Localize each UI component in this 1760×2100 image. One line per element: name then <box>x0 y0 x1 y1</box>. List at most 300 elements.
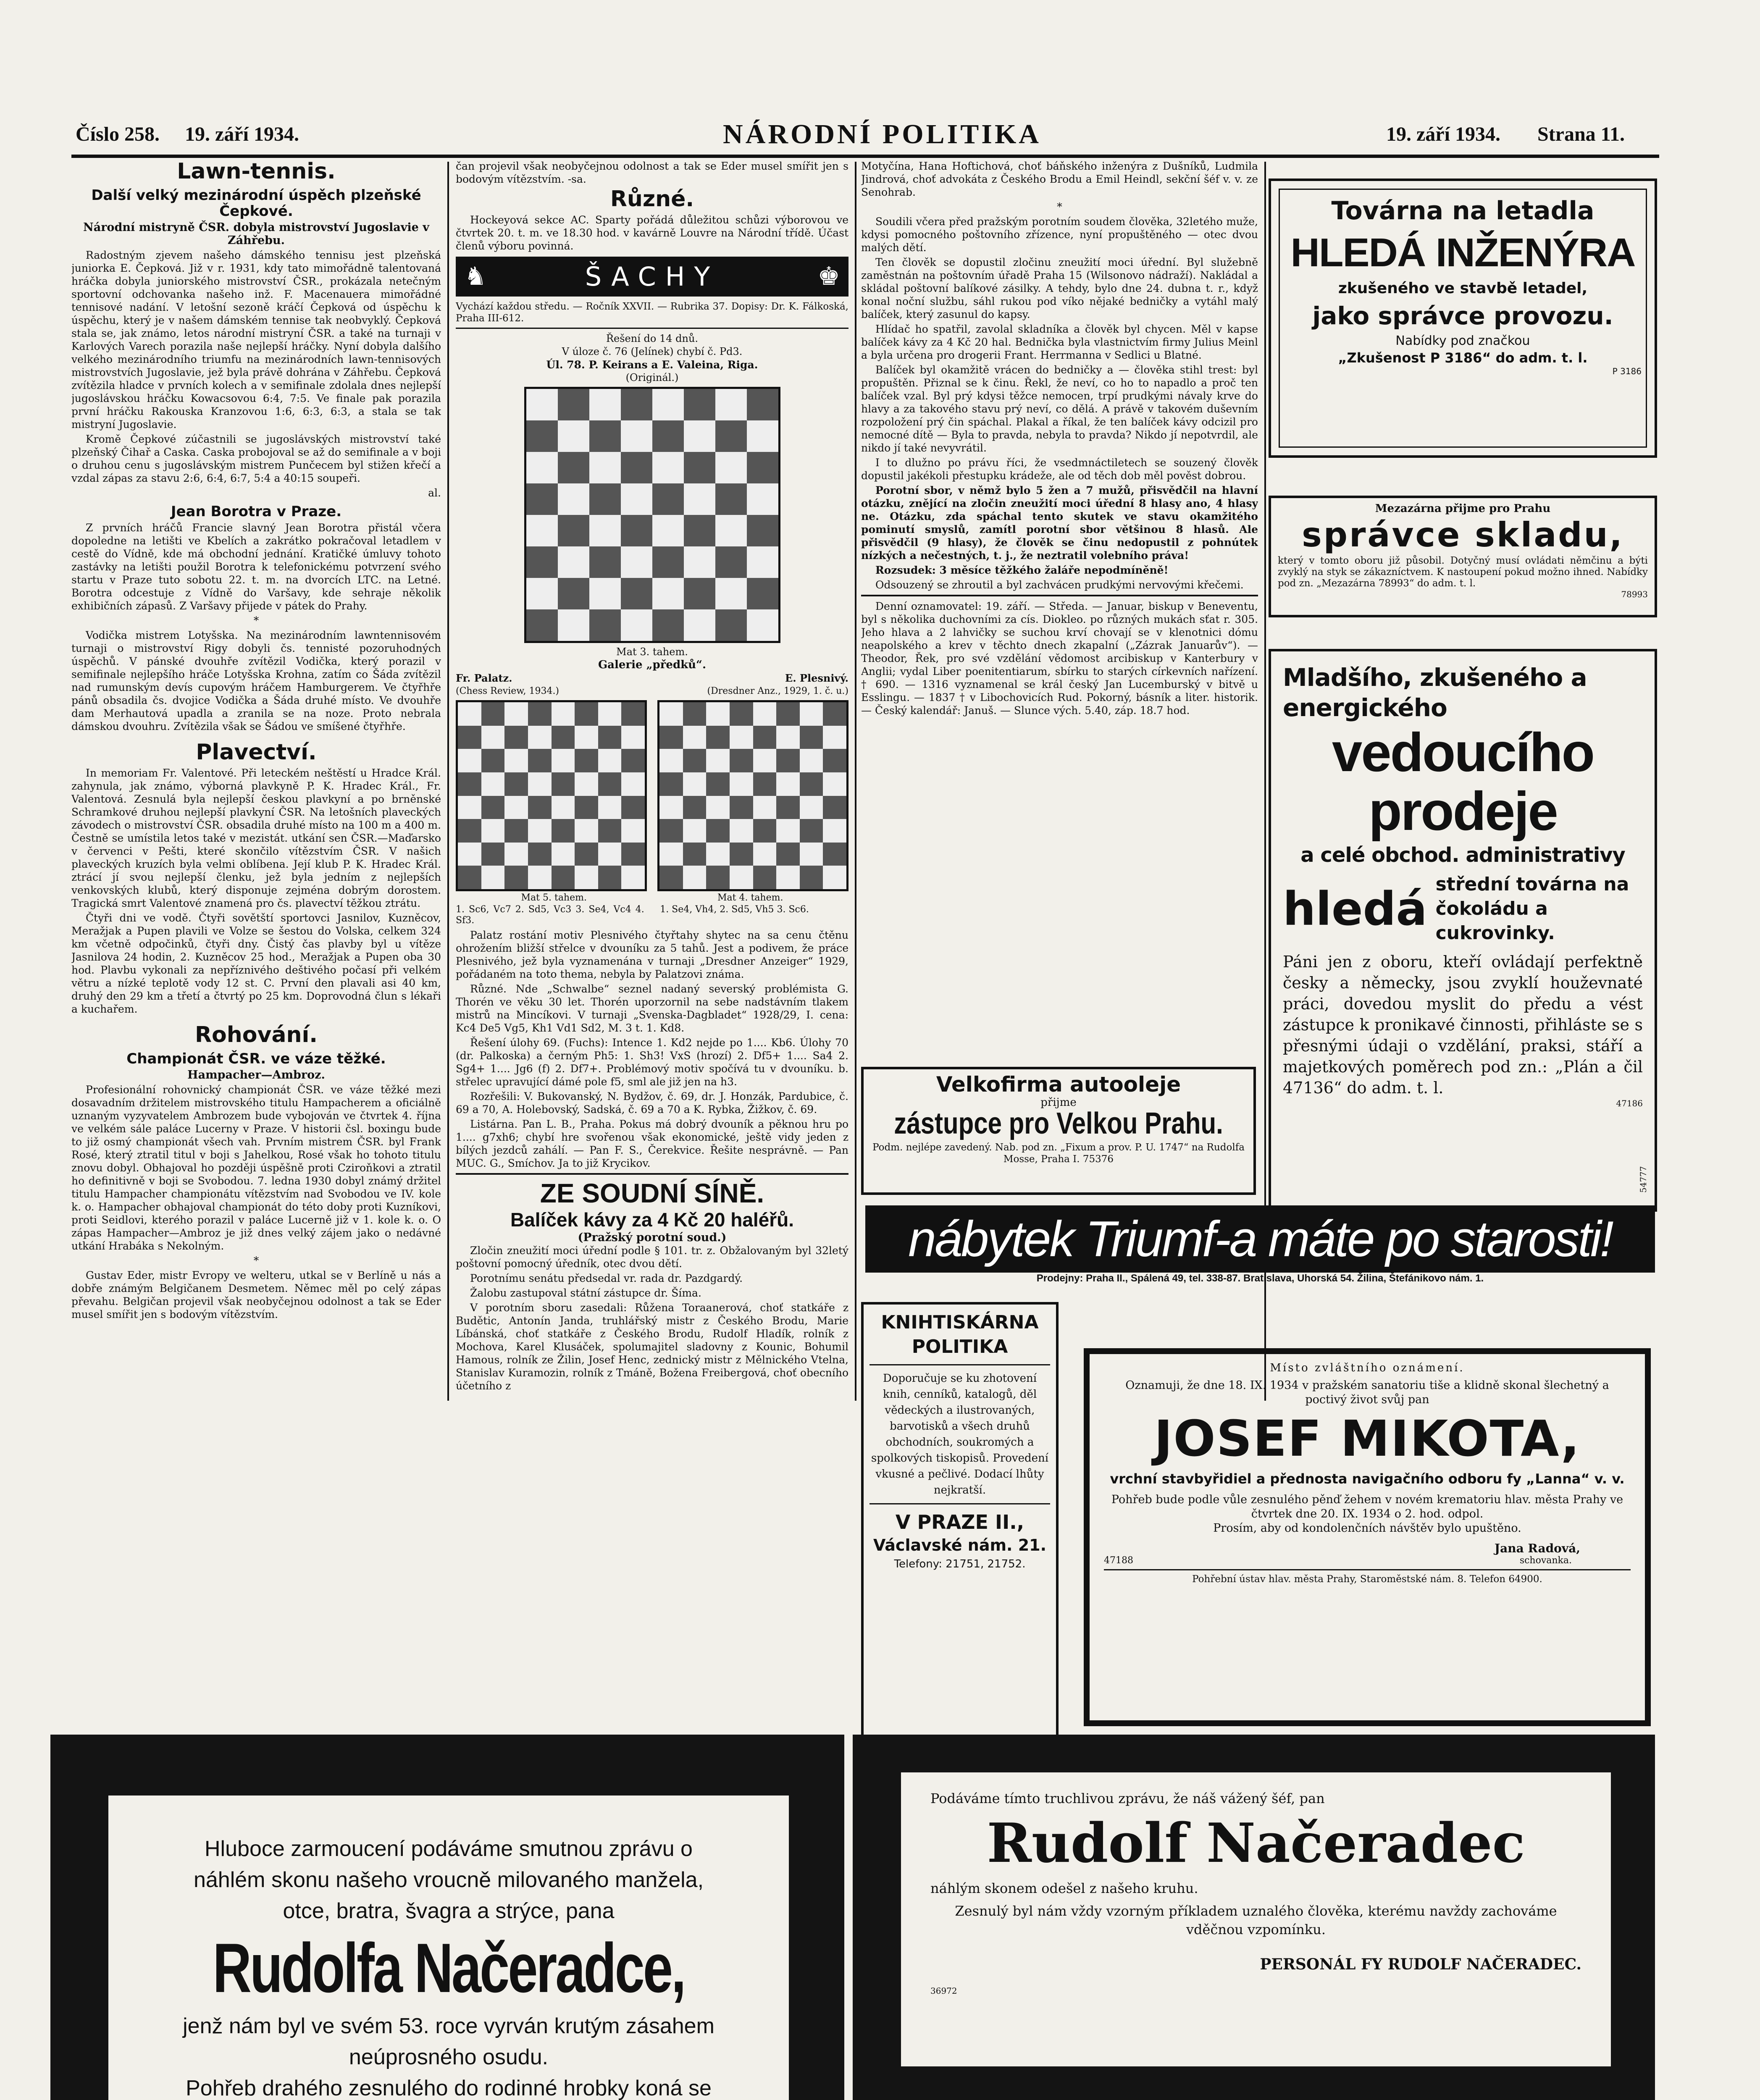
chess-square <box>823 749 846 772</box>
chess-square <box>504 726 528 749</box>
ad-text: Páni jen z oboru, kteří ovládají perfektně česky a německy, jsou zvyklí houževnaté práci, dovedou myslit do předu a vést zástupce k pronikavé činnosti, přihláste se s přesnými údaji o vzdělání, praksi, stáří a majetkových poměrech pod zn.: „Plán a čil 47136“ do adm. t. l. <box>1283 953 1643 1097</box>
chess-square <box>823 819 846 843</box>
chess-square <box>526 452 558 483</box>
ad-title: Velkofirma autooleje <box>936 1072 1181 1097</box>
chess-square <box>528 702 552 726</box>
chess-square <box>776 726 800 749</box>
article-text: Odsouzený se zhroutil a byl zachvácen prudkými nervovými křečemi. <box>875 579 1244 591</box>
chess-square <box>715 515 747 546</box>
chess-square <box>558 609 589 641</box>
chess-square <box>621 796 645 819</box>
chess-square <box>558 483 589 515</box>
chess-info: Vychází každou středu. — Ročník XXVII. — Rubrika 37. Dopisy: Dr. K. Fálkoská, Praha III-612. <box>456 301 848 324</box>
article-text: Porotnímu senátu předsedal vr. rada dr. Pazdgardý. <box>470 1272 743 1284</box>
chess-square <box>481 749 505 772</box>
chess-square <box>683 866 707 889</box>
article-text: Z prvních hráčů Francie slavný Jean Borotra přistál včera dopoledne na letišti ve Kbelích a zakrátko pokračoval letadlem v cestě do Vídně, kde má obchodní jednání. Kratičké úmluvy tohoto zastávky na letišti použil Borotra k telefonickému potvrzení svého startu v Praze tuto sobotu 22. t. m. na dvorcích LTC. na Letné. Borotra odcestuje z Vídně do Varšavy, kde sehraje několik exhibičních zápasů. Z Varšavy přijede v pátek do Prahy. <box>71 522 441 612</box>
chess-square <box>683 819 707 843</box>
chess-square <box>684 578 715 609</box>
problem-subtitle: (Originál.) <box>625 372 679 383</box>
ad-autooleje <box>861 1067 1256 1195</box>
chess-square <box>458 843 481 866</box>
chess-square <box>706 749 730 772</box>
chess-square <box>575 702 598 726</box>
article-headline: Jean Borotra v Praze. <box>171 503 342 520</box>
chess-square <box>800 843 823 866</box>
obit-text: náhlým skonem odešel z našeho kruhu. <box>930 1880 1198 1896</box>
divider <box>869 1364 1050 1365</box>
chess-square <box>753 866 777 889</box>
chess-square <box>589 578 621 609</box>
chess-square <box>481 843 505 866</box>
obit-signer: Jana Radová, <box>1494 1541 1580 1555</box>
chess-square <box>598 749 622 772</box>
obit-text: Prosím, aby od kondolenčních návštěv bylo upuštěno. <box>1213 1522 1521 1535</box>
chess-square <box>715 546 747 578</box>
chess-square <box>598 796 622 819</box>
chess-square <box>715 609 747 641</box>
gallery-title: Galerie „předků“. <box>598 659 707 671</box>
chess-square <box>800 866 823 889</box>
ad-text: Mladšího, zkušeného a energického <box>1283 663 1587 722</box>
chess-square <box>659 819 683 843</box>
chess-square <box>528 866 552 889</box>
chess-square <box>528 819 552 843</box>
chess-square <box>589 483 621 515</box>
chess-square <box>753 749 777 772</box>
obit-footer: Pohřební ústav hlav. města Prahy, Staroměstské nám. 8. Telefon 64900. <box>1192 1574 1542 1585</box>
chess-square <box>776 749 800 772</box>
chess-square <box>526 389 558 420</box>
chess-square <box>621 843 645 866</box>
ad-text: Doporučuje se ku zhotovení knih, cenníků, katalogů, děl vědeckých a ilustrovaných, barvotisků a všech druhů obchodních, soukromých a spolkových tiskopisů. Provedení vkusné a pečlivé. Dodací lhůty nejkratší. <box>871 1372 1049 1496</box>
chess-header <box>456 257 848 297</box>
ad-headline: HLEDÁ INŽENÝRA <box>1290 230 1635 275</box>
problem-stipulation: Mat 5. tahem. <box>521 892 587 903</box>
article-text: Gustav Eder, mistr Evropy ve welteru, utkal se v Berlíně u nás a dobře známým Belgičanem Desmetem. Němec měl po celý zápas převahu. Belgičan projevil však neobyčejnou odolnost a tak se Eder musel smířit jen s bodovým vítězstvím. <box>71 1269 441 1320</box>
section-title: Rohování. <box>194 1022 318 1047</box>
chess-square <box>621 546 652 578</box>
chess-square <box>621 726 645 749</box>
chess-square <box>823 702 846 726</box>
chess-square <box>558 515 589 546</box>
chess-square <box>526 515 558 546</box>
chess-square <box>504 772 528 796</box>
chess-square <box>458 772 481 796</box>
chess-square <box>684 389 715 420</box>
ad-code: 78993 <box>1621 589 1648 599</box>
chess-square <box>683 726 707 749</box>
obit-text: Oznamuji, že dne 18. IX. 1934 v pražském sanatoriu tiše a klidně skonal šlechetný a poctivý život svůj pan <box>1125 1379 1609 1406</box>
column-rule <box>855 162 856 1401</box>
obit-text: jenž nám byl ve svém 53. roce vyrván krutým zásahem neúprosného osudu. <box>183 2014 715 2069</box>
obituary-mikota <box>1084 1348 1651 1726</box>
source-note: (Dresdner Anz., 1929, 1. č. u.) <box>707 686 848 696</box>
chess-square <box>753 702 777 726</box>
article-text: Radostným zjevem našeho dámského tennisu jest plzeňská juniorka E. Čepková. Již v r. 1931, kdy tato mimořádně talentovaná hráčka dobyla juniorského mistrovství ČSR., prokázala netečným sportovní odchovanka našeho inž. F. Macenauera mimořádné tennisové nadání. V letošní sezoně kráčí Čepková od úspěchu k úspěchu, který je v našem dámském tennise tak neobvyklý. Čepková stala se, jak známo, letos národní mistryní ČSR. a také na turnaji v Karlových Varech porazila naše nejlepší hráčky. Nyní dobyla dalšího velkého mezinárodního triumfu na mezinárodních lawn-tennisových mistrovstvích Jugoslavie, jež byla právě dohrána v Záhřebu. Čepková zvítězila hladce v prvních kolech a v semifinale zdolala dnes nejlepší jugoslávskou hráčku Kowacsovou 6:4, 7:5. Ve finale pak porazila první hráčku Rakouska Kranzovou 1:6, 6:3, 6:3, a stala se tak mistryní Jugoslavie. <box>71 249 441 430</box>
chess-square <box>706 866 730 889</box>
chess-square <box>730 726 753 749</box>
ad-headline: správce skladu, <box>1302 515 1624 554</box>
chess-title: ŠACHY <box>585 261 720 292</box>
ad-address: Václavské nám. 21. <box>873 1536 1047 1554</box>
page-number: Strana 11. <box>1537 123 1625 145</box>
problem-stipulation: Mat 4. tahem. <box>717 892 783 903</box>
article-text: Žalobu zastupoval státní zástupce dr. Šíma. <box>470 1287 701 1299</box>
chess-square <box>730 819 753 843</box>
article-text: Hlídač ho spatřil, zavolal skladníka a člověk byl chycen. Měl v kapse balíček kávy za 4 Kč 20 hal. Bednička byla vlastnictvím firmy Julius Meinl a byla určena pro drogerii Frant. Herrmanna v Sedlici u Blatné. <box>861 323 1258 361</box>
section-title: Různé. <box>610 186 694 212</box>
chess-square <box>747 578 778 609</box>
chess-square <box>552 796 575 819</box>
chess-column <box>456 160 848 1399</box>
chess-square <box>621 866 645 889</box>
chess-square <box>684 420 715 452</box>
chess-square <box>706 772 730 796</box>
chess-square <box>504 796 528 819</box>
chess-square <box>598 819 622 843</box>
article-text: Vodička mistrem Lotyšska. Na mezinárodním lawntennisovém turnaji o mistrovství Rigy dobyli čs. tennisté pozoruhodných úspěchů. V pánské dvouhře zvítězil Vodička, který porazil v semifinale nejlepšího hráče Lotyšska Krohna, zatím co Šáda zvítězil nad rumunským devís cupovým hráčem Hamburgerem. Ve čtyřhře pánů obsadila čs. dvojice Vodička a Šáda druhé místo. Ve dvouhře dam Merhautová upadla a zranila se na noze. Proto nebrala dámskou dvouhru. Zvítězila však se Šádou ve smíšené čtyřhře. <box>71 629 441 732</box>
chess-board-problem-78 <box>524 387 780 643</box>
chess-square <box>730 749 753 772</box>
chess-square <box>558 420 589 452</box>
chess-square <box>558 546 589 578</box>
obit-text: Hluboce zarmoucení podáváme smutnou zprávu o náhlém skonu našeho vroucně milovaného manžela, otce, bratra, švagra a strýce, pana <box>193 1837 704 1923</box>
chess-square <box>598 702 622 726</box>
obit-text: Pohřeb bude podle vůle zesnulého pěnď žehem v novém krematoriu hlav. města Prahy ve čtvrtek dne 20. IX. 1934 o 2. hod. odpol. <box>1111 1493 1623 1520</box>
ad-text: zkušeného ve stavbě letadel, <box>1338 280 1588 297</box>
article-text: Čtyři dni ve vodě. Čtyři sovětští sportovci Jasnilov, Kuzněcov, Meražjak a Pupen plavili ve Volze se šestou do Volska, celkem 324 km včetně odpočinků, čtyři dny. Čistý čas plavby byl u vítěze Jasnilova 24 hodin, 2. Kuzněcov 25 hod., Meražjak a Pupen oba 30 hod. Plavbu vykonali za nepříznivého deštivého počasí při velkém větru a nízké teplotě vody 12 st. C. První den plavali asi 40 km, druhý den 29 km a třetí a čtvrtý po 25 km. Doprovodná člun s lékaři a kuchařem. <box>71 912 441 1015</box>
chess-square <box>652 420 684 452</box>
chess-square <box>558 578 589 609</box>
chess-square <box>458 726 481 749</box>
chess-square <box>747 452 778 483</box>
chess-square <box>683 772 707 796</box>
chess-square <box>526 578 558 609</box>
chess-square <box>575 843 598 866</box>
chess-square <box>589 515 621 546</box>
chess-square <box>684 515 715 546</box>
chess-square <box>558 452 589 483</box>
chess-square <box>621 483 652 515</box>
chess-square <box>659 726 683 749</box>
chess-square <box>753 726 777 749</box>
ad-text: jako správce provozu. <box>1312 302 1613 330</box>
ad-printing-house <box>861 1302 1059 1743</box>
chess-square <box>730 843 753 866</box>
article-headline: Další velký mezinárodní úspěch plzeňské Čepkové. <box>91 187 421 220</box>
obit-name: Rudolfa Načeradce, <box>213 1929 685 2008</box>
chess-square <box>458 702 481 726</box>
obit-header: Místo zvláštního oznámení. <box>1270 1362 1465 1374</box>
chess-square <box>706 843 730 866</box>
ad-sales-manager <box>1269 649 1657 1212</box>
chess-square <box>683 796 707 819</box>
chess-board-plesnivy <box>657 700 848 891</box>
chess-square <box>659 772 683 796</box>
separator-star: * <box>253 1255 259 1267</box>
solving-note: Řešení do 14 dnů. <box>606 333 699 344</box>
chess-square <box>823 843 846 866</box>
ad-address: V PRAZE II., <box>895 1511 1024 1533</box>
obit-text: Podáváme tímto truchlivou zprávu, že náš vážený šéf, pan <box>930 1790 1325 1806</box>
chess-square <box>481 702 505 726</box>
chess-square <box>504 749 528 772</box>
court-column <box>861 160 1258 1090</box>
chess-square <box>621 578 652 609</box>
banner-slogan: nábytek Triumf-a máte po starosti! <box>908 1211 1612 1267</box>
chess-square <box>481 726 505 749</box>
chess-square <box>706 796 730 819</box>
issue-date-left: 19. září 1934. <box>185 123 299 145</box>
chess-square <box>589 420 621 452</box>
article-text: Motyčína, Hana Hoftichová, choť báňského inženýra z Dušníků, Ludmila Jindrová, choť advokáta z Českého Brodu a Emil Heindl, sekční šéf v. v. ze Senohrab. <box>861 160 1258 198</box>
obit-signer-row <box>1104 1555 1631 1566</box>
chess-knight-icon: ♞ <box>464 262 487 291</box>
chess-square <box>823 796 846 819</box>
court-section-title: ZE SOUDNÍ SÍNĚ. <box>540 1178 764 1208</box>
chess-square <box>659 843 683 866</box>
chess-square <box>823 866 846 889</box>
chess-square <box>715 578 747 609</box>
chess-square <box>458 819 481 843</box>
chess-square <box>458 866 481 889</box>
chess-square <box>652 609 684 641</box>
chess-square <box>776 866 800 889</box>
chess-square <box>823 726 846 749</box>
obit-role: vrchní stavbyřidiel a přednosta navigačního odboru fy „Lanna“ v. v. <box>1110 1471 1625 1487</box>
chess-square <box>684 483 715 515</box>
ad-aircraft-factory <box>1269 178 1657 458</box>
chess-square <box>659 796 683 819</box>
chess-square <box>800 819 823 843</box>
chess-square <box>526 483 558 515</box>
article-text: Soudili včera před pražským porotním soudem člověka, 32letého muže, kdysi pomocného poštovního zřízence, nyní propuštěného — otec dvou malých dětí. <box>861 215 1258 254</box>
chess-square <box>528 726 552 749</box>
chess-square <box>621 515 652 546</box>
chess-square <box>747 420 778 452</box>
section-title: Plavectví. <box>196 740 317 765</box>
chess-square <box>659 866 683 889</box>
article-text: Různé. Nde „Schwalbe“ seznel nadaný severský problémista G. Thorén ve věku 30 let. Thorén uporzornil na sebe nadstávním tlakem mistrů na Mincíkovi. V turnaji „Svenska-Dagbladet“ 1928/29, I. cena: Kc4 De5 Vg5, Kh1 Vd1 Sd2, M. 3 t. 1. Kd8. <box>456 983 848 1034</box>
divider <box>456 328 848 329</box>
chess-square <box>715 389 747 420</box>
ad-inner-frame <box>1279 189 1647 448</box>
author-name: Fr. Palatz. <box>456 672 512 684</box>
chess-square <box>621 702 645 726</box>
chess-square <box>753 796 777 819</box>
divider <box>861 595 1258 596</box>
chess-square <box>776 702 800 726</box>
obit-code: 36972 <box>930 1986 957 1996</box>
gallery-stipulations <box>456 891 848 904</box>
chess-square <box>526 420 558 452</box>
ad-title: KNIHTISKÁRNA POLITIKA <box>881 1312 1039 1357</box>
chess-square <box>621 749 645 772</box>
ad-subtitle: přijme <box>1040 1096 1077 1109</box>
chess-square <box>621 420 652 452</box>
ad-small-print: Podm. nejlépe zavedený. Nab. pod zn. „Fixum a prov. P. U. 1747“ na Rudolfa Mosse, Praha I. 75376 <box>872 1142 1245 1165</box>
sports-column <box>71 160 441 1399</box>
article-text: čan projevil však neobyčejnou odolnost a tak se Eder musel smířit jen s bodovým vítězstvím. -sa. <box>456 160 848 185</box>
chess-square <box>683 702 707 726</box>
chess-square <box>706 819 730 843</box>
chess-square <box>552 772 575 796</box>
side-code: 54777 <box>1638 1166 1648 1193</box>
gallery-boards <box>456 700 848 891</box>
chess-square <box>659 702 683 726</box>
chess-square <box>753 772 777 796</box>
article-text: Zločin zneužití moci úřední podle § 101. tr. z. Obžalovaným byl 32letý poštovní pomocný úředník, otec dvou dětí. <box>456 1244 848 1270</box>
chess-square <box>598 726 622 749</box>
article-text: Profesionální rohovnický championát ČSR. ve váze těžké mezi dosavadním držitelem mistrovského titulu Hampacherem a oficiálně uznaným vyzyvatelem Ambrozem bude vybojován ve čtvrtek 4. října ve velkém sále paláce Lucerny v Praze. V historii čsl. boxingu bude to již osmý championát všech vah. Prvním mistrem ČSR. byl Frank Rosé, který ztratil titul v boji s Jahelkou, Rosé však ho tohoto titulu znovu dobyl. Obhajoval ho později úspěšně proti Cziroňkovi a ztratil ho definitivně v boji se Svobodou. 7. ledna 1930 dobyl známý držitel titulu Hampacher championátu vítězstvím nad Svobodou ve IV. kole k. o. Hampacher obhajoval championát do této doby proti Kuzníkovi, proti Seidlovi, kterého porazil v paláce Lucerně již v 1. kole k. o. O zápas Hampacher—Ambroz je již dnes velký zájem jako o nedávné utkání Hrabáka s Nekolným. <box>71 1084 441 1252</box>
separator-star: * <box>1057 201 1062 213</box>
ad-hleda-row <box>1283 872 1643 945</box>
chess-square <box>730 772 753 796</box>
chess-square <box>747 609 778 641</box>
chess-board-palatz <box>456 700 647 891</box>
chess-square <box>575 749 598 772</box>
court-subheadline: (Pražský porotní soud.) <box>578 1231 727 1244</box>
source-note: (Chess Review, 1934.) <box>456 686 560 696</box>
separator-star: * <box>253 614 259 627</box>
chess-square <box>683 749 707 772</box>
chess-square <box>652 546 684 578</box>
article-text: I to dlužno po právu říci, že vsedmnáctiletech se souzený člověk dopustil jakékoli přestupku krádeže, ale od těch dob měl pověst dobrou. <box>861 457 1258 482</box>
chess-square <box>715 452 747 483</box>
daily-calendar: Denní oznamovatel: 19. září. — Středa. — Januar, biskup v Beneventu, byl s několika duchovními za cís. Diokleo. po různých mukách sťat r. 305. Jeho hlava a 2 lahvičky se suchou krví chovají se v klenotnici dómu neapolského a krev v těchto dnech zkapalní („Zázrak Januarův“). — Theodor, Řek, pro své vzdělání vědomost arcibiskup v Kanterbury v Anglii; vydal Liber poenitentiarum, sbírku to starých církevních nařízení. † 690. — 1316 vyznamenal se král český Jan Lucemburský v bitvě u Esslingu. — 1837 † v Libochovicích Rud. Pokorný, básník a liter. historik. — Český kalendář: Januš. — Slunce vých. 5.40, záp. 18.7 hod. <box>861 600 1258 717</box>
obituary-family <box>108 1796 789 2100</box>
chess-square <box>575 726 598 749</box>
chess-square <box>730 702 753 726</box>
article-text: V porotním sboru zasedali: Růžena Toraanerová, choť statkáře z Budětic, Antonín Janda, truhlářský mistr z Českého Brodu, Marie Líbánská, choť statkáře z Českého Brodu, Rudolf Hladík, rolník z Mochova, Karel Klusáček, spolumajitel sladovny z Kounic, Bohumil Hamous, rolník ze Žilin, Josef Henc, zednický mistr z Mělnického Vtelna, Stanislav Kuramozin, rolník z Tmáně, Božena Freibergová, choť obecního účetního z <box>456 1302 848 1392</box>
obituary-personnel <box>901 1772 1611 2066</box>
chess-square <box>621 819 645 843</box>
chess-square <box>528 796 552 819</box>
masthead-rule <box>71 155 1659 158</box>
chess-king-icon: ♚ <box>817 262 840 291</box>
chess-square <box>776 796 800 819</box>
article-text: Balíček byl okamžitě vrácen do bedničky a — člověka stihl trest: byl propuštěn. Přiznal se k činu. Řekl, že neví, co ho to napadlo a proč ten balíček vzal. Byl prý kdysi těžce nemocen, trpí prudkými návaly krve do hlavy a za takového stavu prý neví, co dělá. A právě v takovém duševním rozpoložení prý čin spáchal. Plakal a říkal, že ten balíček kávy odcizil pro nemocné dítě — Byla to pravda, nebyla to pravda? Nikdo jí nepotvrdil, ale nikdo jí také nevyvrátil. <box>861 364 1258 454</box>
ad-text: který v tomto oboru již působil. Dotyčný musí ovládati němčinu a býti zvyklý na styk se zákazníctvem. K nastoupení pokud možno ihned. Nabídky pod zn. „Mezazárna 78993“ do adm. t. l. <box>1278 555 1648 589</box>
chess-square <box>528 772 552 796</box>
chess-square <box>575 796 598 819</box>
article-subheadline: Hampacher—Ambroz. <box>187 1068 325 1082</box>
obit-name: JOSEF MIKOTA, <box>1154 1410 1581 1467</box>
chess-square <box>552 726 575 749</box>
obit-name: Rudolf Načeradec <box>987 1812 1525 1875</box>
chess-square <box>776 772 800 796</box>
chess-square <box>552 819 575 843</box>
chess-square <box>652 578 684 609</box>
article-text: Porotní sbor, v němž bylo 5 žen a 7 mužů, přisvědčil na hlavní otázku, znějící na zločin zneužití moci úřední 8 hlasy ano, 4 hlasy ne. Otázku, zda spáchal tento skutek ve stavu okamžitého pominutí smyslů, zamítl porotní sbor většinou 8 hlasů. Ale přisvědčil (9 hlasy), že člověk se činu nedopustil z pohnútek nízkých a nečestných, t. j., že neztratil volebního práva! <box>861 484 1258 562</box>
chess-square <box>652 515 684 546</box>
obit-signer-role: schovanka. <box>1519 1555 1572 1566</box>
chess-square <box>598 772 622 796</box>
chess-square <box>526 546 558 578</box>
chess-square <box>706 702 730 726</box>
author-name: E. Plesnivý. <box>785 672 848 684</box>
chess-square <box>715 483 747 515</box>
chess-square <box>800 726 823 749</box>
divider <box>869 1503 1050 1504</box>
gallery-authors <box>456 672 848 685</box>
ad-title: Továrna na letadla <box>1331 196 1595 226</box>
gallery-sources <box>456 685 848 698</box>
article-signature: al. <box>428 487 441 499</box>
chess-square <box>621 389 652 420</box>
banner-stores: Prodejny: Praha II., Spálená 49, tel. 338-87. Bratislava, Uhorská 54. Žilina, Štefánikovo nám. 1. <box>1036 1273 1484 1284</box>
chess-square <box>504 702 528 726</box>
chess-square <box>747 483 778 515</box>
chess-square <box>730 796 753 819</box>
chess-square <box>652 452 684 483</box>
column-rule <box>447 162 449 1401</box>
chess-square <box>552 702 575 726</box>
obit-signature: PERSONÁL FY RUDOLF NAČERADEC. <box>1260 1956 1581 1973</box>
ad-phone: Telefony: 21751, 21752. <box>894 1558 1026 1570</box>
chess-square <box>684 546 715 578</box>
chess-square <box>481 772 505 796</box>
chess-square <box>747 515 778 546</box>
chess-square <box>589 389 621 420</box>
chess-square <box>776 819 800 843</box>
chess-square <box>481 819 505 843</box>
ad-text: střední továrna na čokoládu a cukrovinky. <box>1435 874 1629 944</box>
solution-text: 1. Sc6, Vc7 2. Sd5, Vc3 3. Se4, Vc4 4. Sf3. <box>456 904 644 926</box>
chess-square <box>575 866 598 889</box>
chess-square <box>823 772 846 796</box>
solution-text: 1. Se4, Vh4, 2. Sd5, Vh5 3. Sc6. <box>660 904 809 915</box>
issue-number: Číslo 258. <box>76 123 160 145</box>
obit-text: Pohřeb drahého zesnulého do rodinné hrobky koná se <box>186 2076 712 2100</box>
chess-square <box>552 843 575 866</box>
chess-square <box>504 843 528 866</box>
chess-square <box>684 609 715 641</box>
chess-square <box>747 389 778 420</box>
article-subheadline: Národní mistryně ČSR. dobyla mistrovství Jugoslavie v Záhřebu. <box>83 221 429 247</box>
court-headline: Balíček kávy za 4 Kč 20 haléřů. <box>510 1209 794 1231</box>
article-text: In memoriam Fr. Valentové. Při leteckém neštěstí u Hradce Král. zahynula, jak známo, výborná plavkyně P. K. Hradec Král., Fr. Valentová. Zesnulá byla nejlepší českou plavkyní a po brněnské Schramkové druhou nejlepší plavkyní ČSR. Na letošních plaveckých závodech o mistrovství ČSR. obsadila druhé místo na 100 m a 400 m. Čestně se umístila letos také v mezistát. utkání sen ČSR.—Maďarsko v červenci v Pešti, které skončilo vítězstvím ČSR. V našich plaveckých kruzích byla velmi oblíbena. Její klub P. K. Hradec Král. ztrácí jí svou nejlepší členku, jež byla jedním z nejlepších venkovských klubů, který disponuje zejména dobrým dorostem. Tragická smrt Valentové znamená pro čs. plavectví těžkou ztrátu. <box>71 767 441 909</box>
article-text: Palatz rostání motiv Plesnivého čtyřtahy shytec na sa cenu čtěnu ohrožením bližší střelce v dvouníku za 5 tahů. Jest a podivem, že práce Plesnivého, jež byla vyznamenána v turnaji „Dresdner Anzeiger“ 1929, pořádaném na toto thema, nebyla by Palatzovi známa. <box>456 929 848 980</box>
article-headline: Championát ČSR. ve váze těžké. <box>126 1050 386 1067</box>
article-text: Řešení úlohy 69. (Fuchs): Intence 1. Kd2 nejde po 1.... Kb6. Úlohy 70 (dr. Palkoska) a černým Ph5: 1. Sh3! VxS (hrozí) 2. Df5+ 1.... Sa4 2. Sg4+ 1.... Jg6 (f) 2. Df7+. Problémový motiv spočívá tu v dvouníku. b. střelec upravující dámé pole f5, sml ale již jen na h3. <box>456 1037 848 1088</box>
chess-square <box>575 772 598 796</box>
chess-square <box>800 796 823 819</box>
chess-square <box>747 546 778 578</box>
chess-square <box>589 546 621 578</box>
chess-square <box>683 843 707 866</box>
chess-square <box>598 843 622 866</box>
ad-text: a celé obchod. administrativy <box>1300 843 1625 867</box>
article-text: Listárna. Pan L. B., Praha. Pokus má dobrý dvouník a pěknou hru po 1.... g7xh6; chybí hre svořenou však ekonomické, ještě vidy jeden z bílých jezdců zahálí. — Pan F. S., Čerekvice. Řešite nesprávně. — Pan MUC. G., Smíchov. Ja to již Krycikov. <box>456 1118 848 1169</box>
chess-square <box>800 702 823 726</box>
chess-square <box>589 609 621 641</box>
chess-square <box>528 749 552 772</box>
chess-square <box>715 420 747 452</box>
chess-square <box>528 843 552 866</box>
chess-square <box>552 749 575 772</box>
ad-headline: vedoucího prodeje <box>1332 722 1594 842</box>
chess-square <box>552 866 575 889</box>
chess-square <box>526 609 558 641</box>
chess-square <box>753 843 777 866</box>
article-text: Ten člověk se dopustil zločinu zneužití moci úřední. Byl služebně zaměstnán na poštovním úřadě Praha 15 (Wilsonovo nádraží). Nakládal a skládal poštovní balíkové zásilky. A tehdy, bylo dne 24. dubna t. r., když konal noční službu, sáhl rukou pod víko nějaké bedničky a vytáhl malý balíček, který zasunul do kapsy. <box>861 256 1258 320</box>
ad-headline: zástupce pro Velkou Prahu. <box>894 1106 1223 1140</box>
ad-title: Mezazárna přijme pro Prahu <box>1375 502 1551 515</box>
chess-square <box>706 726 730 749</box>
chess-square <box>652 389 684 420</box>
